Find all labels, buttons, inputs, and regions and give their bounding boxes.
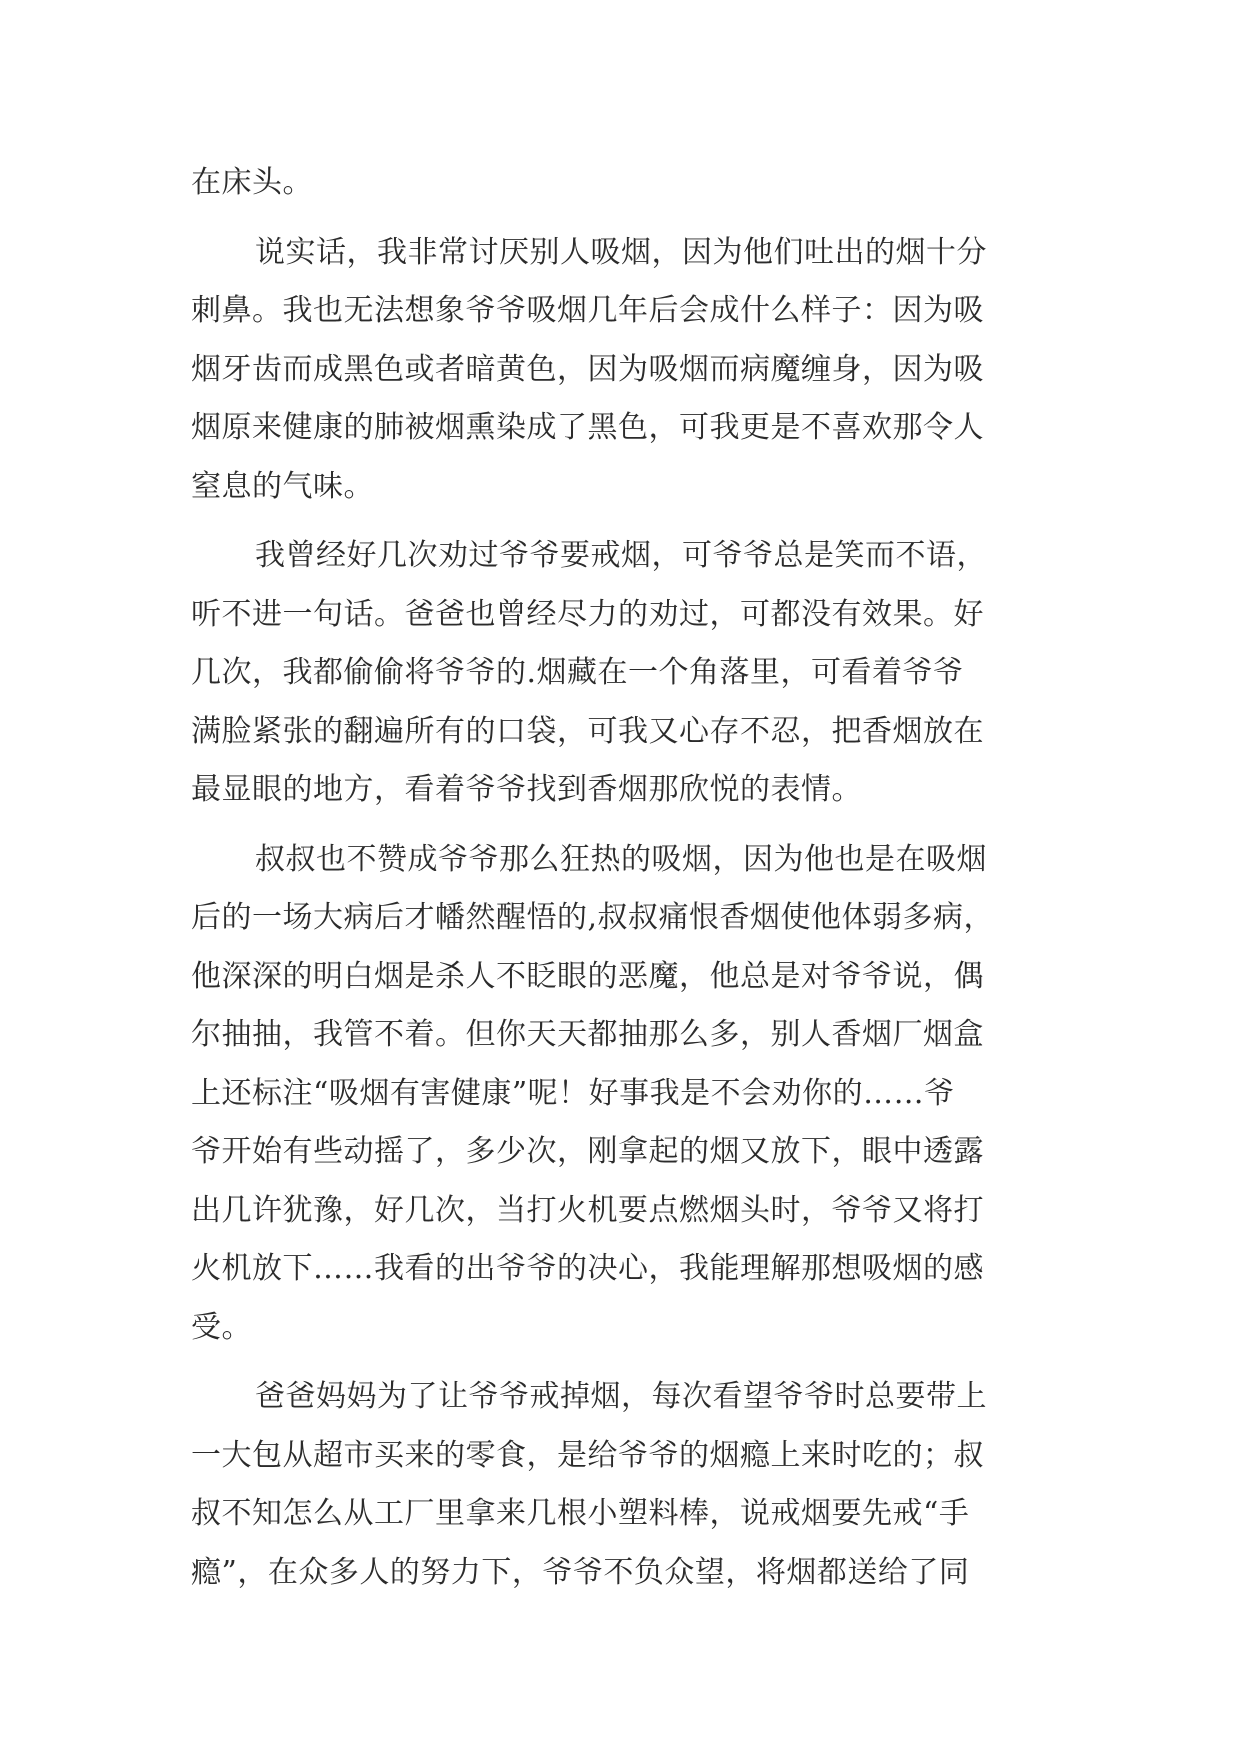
text-line: 受。 [191,1309,252,1345]
text-line: 爸爸妈妈为了让爷爷戒掉烟，每次看望爷爷时总要带上 [255,1379,987,1414]
text-line: 烟原来健康的肺被烟熏染成了黑色，可我更是不喜欢那令人 [191,410,984,445]
text-line: 一大包从超市买来的零食，是给爷爷的烟瘾上来时吃的；叔 [191,1437,984,1473]
text-line: 他深深的明白烟是杀人不眨眼的恶魔，他总是对爷爷说，偶 [191,958,984,994]
text-line: 听不进一句话。爸爸也曾经尽力的劝过，可都没有效果。好 [191,596,984,632]
text-line: 刺鼻。我也无法想象爷爷吸烟几年后会成什么样子：因为吸 [191,293,984,328]
paragraph [191,1368,1051,1602]
text-line: 叔不知怎么从工厂里拿来几根小塑料棒，说戒烟要先戒“手 [191,1496,970,1531]
text-line: 在床头。 [191,165,313,200]
text-line: 后的一场大病后才幡然醒悟的,叔叔痛恨香烟使他体弱多病， [191,900,995,935]
text-line: 出几许犹豫，好几次，当打火机要点燃烟头时，爷爷又将打 [191,1192,984,1228]
text-line: 说实话，我非常讨厌别人吸烟，因为他们吐出的烟十分 [255,234,987,270]
text-line: 上还标注“吸烟有害健康”呢！好事我是不会劝你的……爷 [191,1075,955,1111]
text-line: 瘾”，在众多人的努力下，爷爷不负众望，将烟都送给了同 [191,1554,970,1590]
text-line: 窒息的气味。 [191,468,374,504]
paragraph [191,224,1051,517]
paragraph [191,154,1051,213]
text-line: 最显眼的地方，看着爷爷找到香烟那欣悦的表情。 [191,772,862,807]
text-line: 几次，我都偷偷将爷爷的.烟藏在一个角落里，可看着爷爷 [191,655,964,690]
text-line: 爷开始有些动摇了，多少次，刚拿起的烟又放下，眼中透露 [191,1134,984,1169]
text-line: 尔抽抽，我管不着。但你天天都抽那么多，别人香烟厂烟盒 [191,1017,984,1052]
text-line: 我曾经好几次劝过爷爷要戒烟，可爷爷总是笑而不语， [255,538,987,573]
text-line: 火机放下……我看的出爷爷的决心，我能理解那想吸烟的感 [191,1251,984,1286]
text-line: 满脸紧张的翻遍所有的口袋，可我又心存不忍，把香烟放在 [191,713,984,749]
text-line: 烟牙齿而成黑色或者暗黄色，因为吸烟而病魔缠身，因为吸 [191,351,984,387]
document-body [191,154,1051,1613]
text-line: 叔叔也不赞成爷爷那么狂热的吸烟，因为他也是在吸烟 [255,841,987,877]
paragraph [191,831,1051,1358]
paragraph [191,527,1051,820]
